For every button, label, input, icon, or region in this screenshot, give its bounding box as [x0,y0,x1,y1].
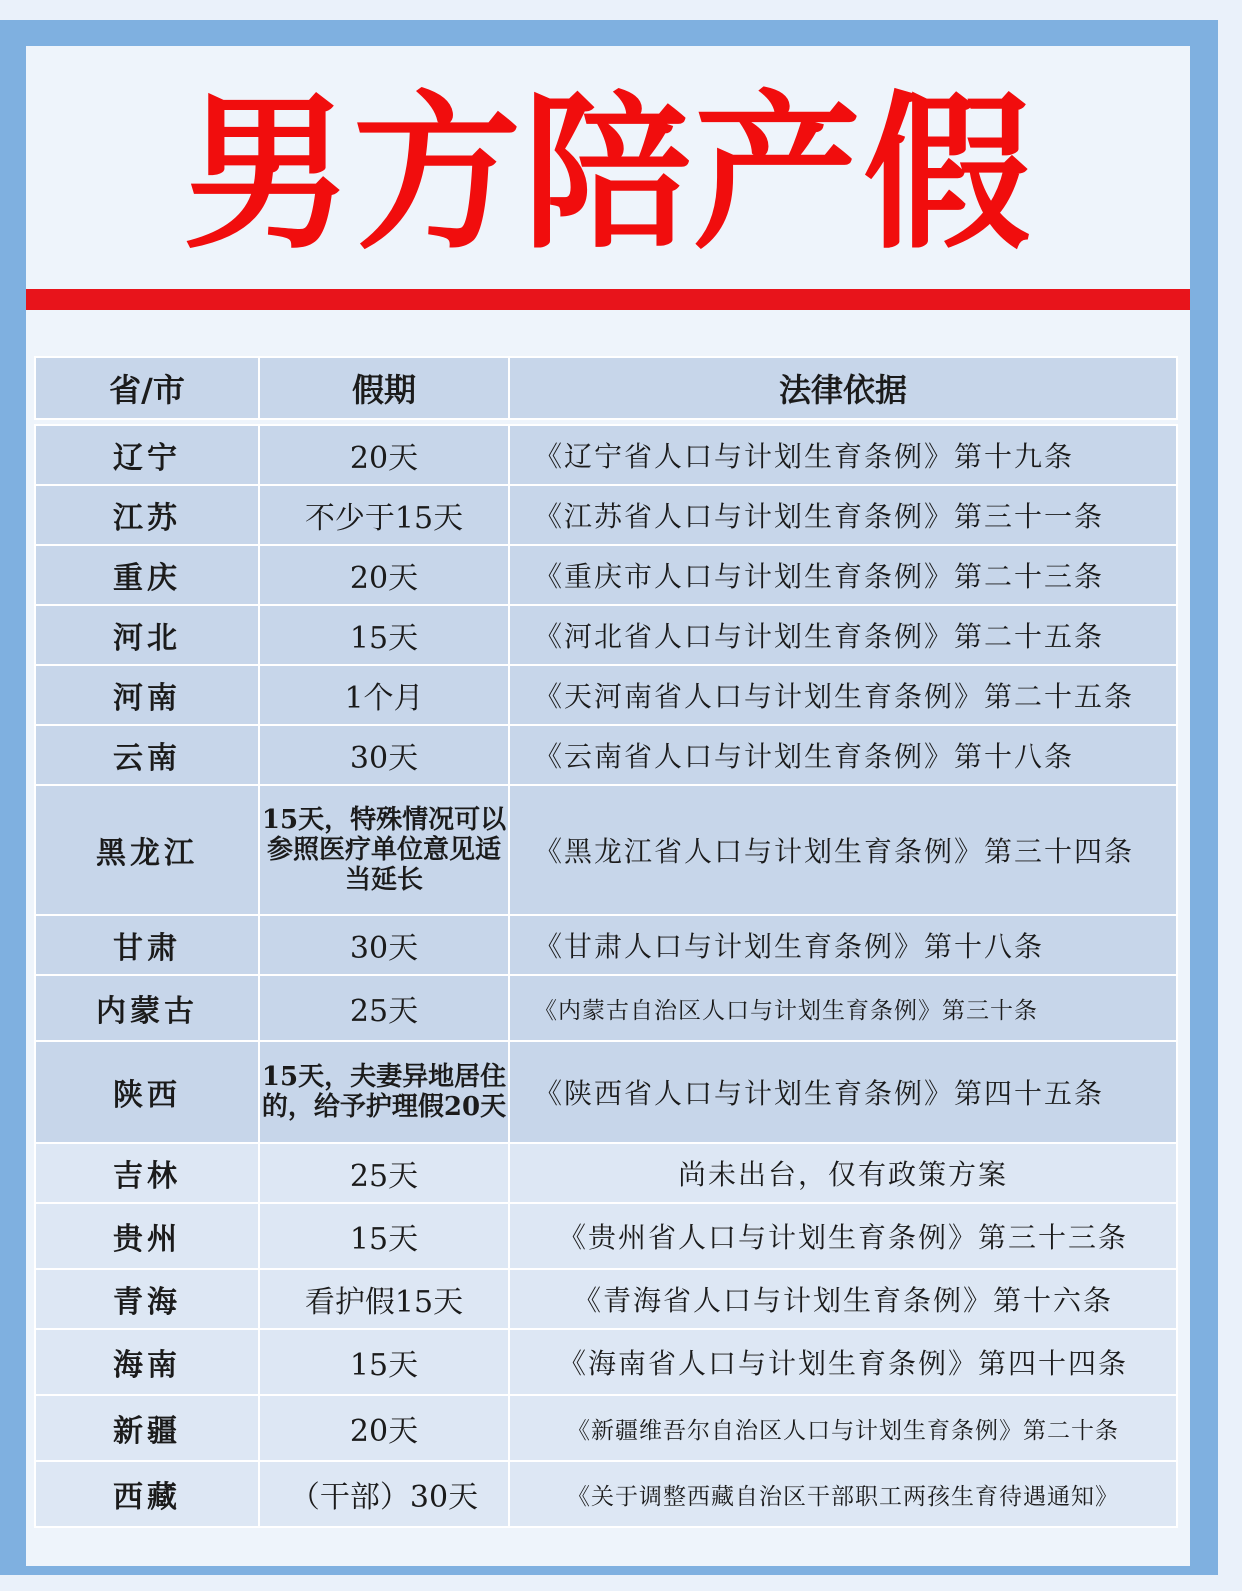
law-cell: 《辽宁省人口与计划生育条例》第十九条 [509,425,1177,485]
province-cell: 江苏 [35,485,259,545]
table-row [35,605,1177,665]
law-cell: 《重庆市人口与计划生育条例》第二十三条 [509,545,1177,605]
title-divider [26,289,1190,310]
law-cell: 《陕西省人口与计划生育条例》第四十五条 [509,1041,1177,1143]
table-row [35,485,1177,545]
period-cell: 看护假15天 [259,1269,509,1329]
province-cell: 新疆 [35,1395,259,1461]
province-cell: 吉林 [35,1143,259,1203]
table-row [35,545,1177,605]
law-cell: 《河北省人口与计划生育条例》第二十五条 [509,605,1177,665]
law-cell: 《贵州省人口与计划生育条例》第三十三条 [509,1203,1177,1269]
period-cell: 1个月 [259,665,509,725]
table-row [35,1203,1177,1269]
law-cell: 《江苏省人口与计划生育条例》第三十一条 [509,485,1177,545]
leave-table [34,356,1178,1528]
law-cell: 《内蒙古自治区人口与计划生育条例》第三十条 [509,975,1177,1041]
province-cell: 西藏 [35,1461,259,1527]
page-title: 男方陪产假 [183,76,1033,272]
table-row [35,915,1177,975]
law-cell: 《云南省人口与计划生育条例》第十八条 [509,725,1177,785]
table-row [35,665,1177,725]
table-row [35,1329,1177,1395]
period-cell: 20天 [259,425,509,485]
content-panel [26,46,1190,1566]
province-cell: 甘肃 [35,915,259,975]
table-row [35,1269,1177,1329]
period-cell: 25天 [259,1143,509,1203]
province-cell: 河南 [35,665,259,725]
table-row [35,1395,1177,1461]
law-cell: 《海南省人口与计划生育条例》第四十四条 [509,1329,1177,1395]
table-row [35,1143,1177,1203]
province-cell: 贵州 [35,1203,259,1269]
province-cell: 陕西 [35,1041,259,1143]
table-row [35,1461,1177,1527]
province-cell: 青海 [35,1269,259,1329]
period-cell: 25天 [259,975,509,1041]
period-cell: 30天 [259,725,509,785]
period-cell: 20天 [259,1395,509,1461]
period-cell: 15天，夫妻异地居住的，给予护理假20天 [259,1041,509,1143]
period-cell: 30天 [259,915,509,975]
header-law: 法律依据 [509,357,1177,419]
province-cell: 内蒙古 [35,975,259,1041]
law-cell: 《新疆维吾尔自治区人口与计划生育条例》第二十条 [509,1395,1177,1461]
period-cell: 15天 [259,1203,509,1269]
period-cell: 15天 [259,605,509,665]
law-cell: 《青海省人口与计划生育条例》第十六条 [509,1269,1177,1329]
table-row [35,785,1177,915]
law-cell: 《甘肃人口与计划生育条例》第十八条 [509,915,1177,975]
period-cell: 15天 [259,1329,509,1395]
law-cell: 《天河南省人口与计划生育条例》第二十五条 [509,665,1177,725]
table-row [35,1041,1177,1143]
table-header-row [35,357,1177,419]
period-cell: 不少于15天 [259,485,509,545]
province-cell: 辽宁 [35,425,259,485]
period-cell: 20天 [259,545,509,605]
law-cell: 《黑龙江省人口与计划生育条例》第三十四条 [509,785,1177,915]
law-cell: 《关于调整西藏自治区干部职工两孩生育待遇通知》 [509,1461,1177,1527]
header-period: 假期 [259,357,509,419]
table-row [35,725,1177,785]
province-cell: 海南 [35,1329,259,1395]
province-cell: 河北 [35,605,259,665]
province-cell: 重庆 [35,545,259,605]
province-cell: 云南 [35,725,259,785]
page-frame [0,20,1218,1575]
law-cell: 尚未出台，仅有政策方案 [509,1143,1177,1203]
province-cell: 黑龙江 [35,785,259,915]
period-cell: 15天，特殊情况可以参照医疗单位意见适当延长 [259,785,509,915]
table-row [35,425,1177,485]
header-province: 省/市 [35,357,259,419]
period-cell: （干部）30天 [259,1461,509,1527]
table-row [35,975,1177,1041]
